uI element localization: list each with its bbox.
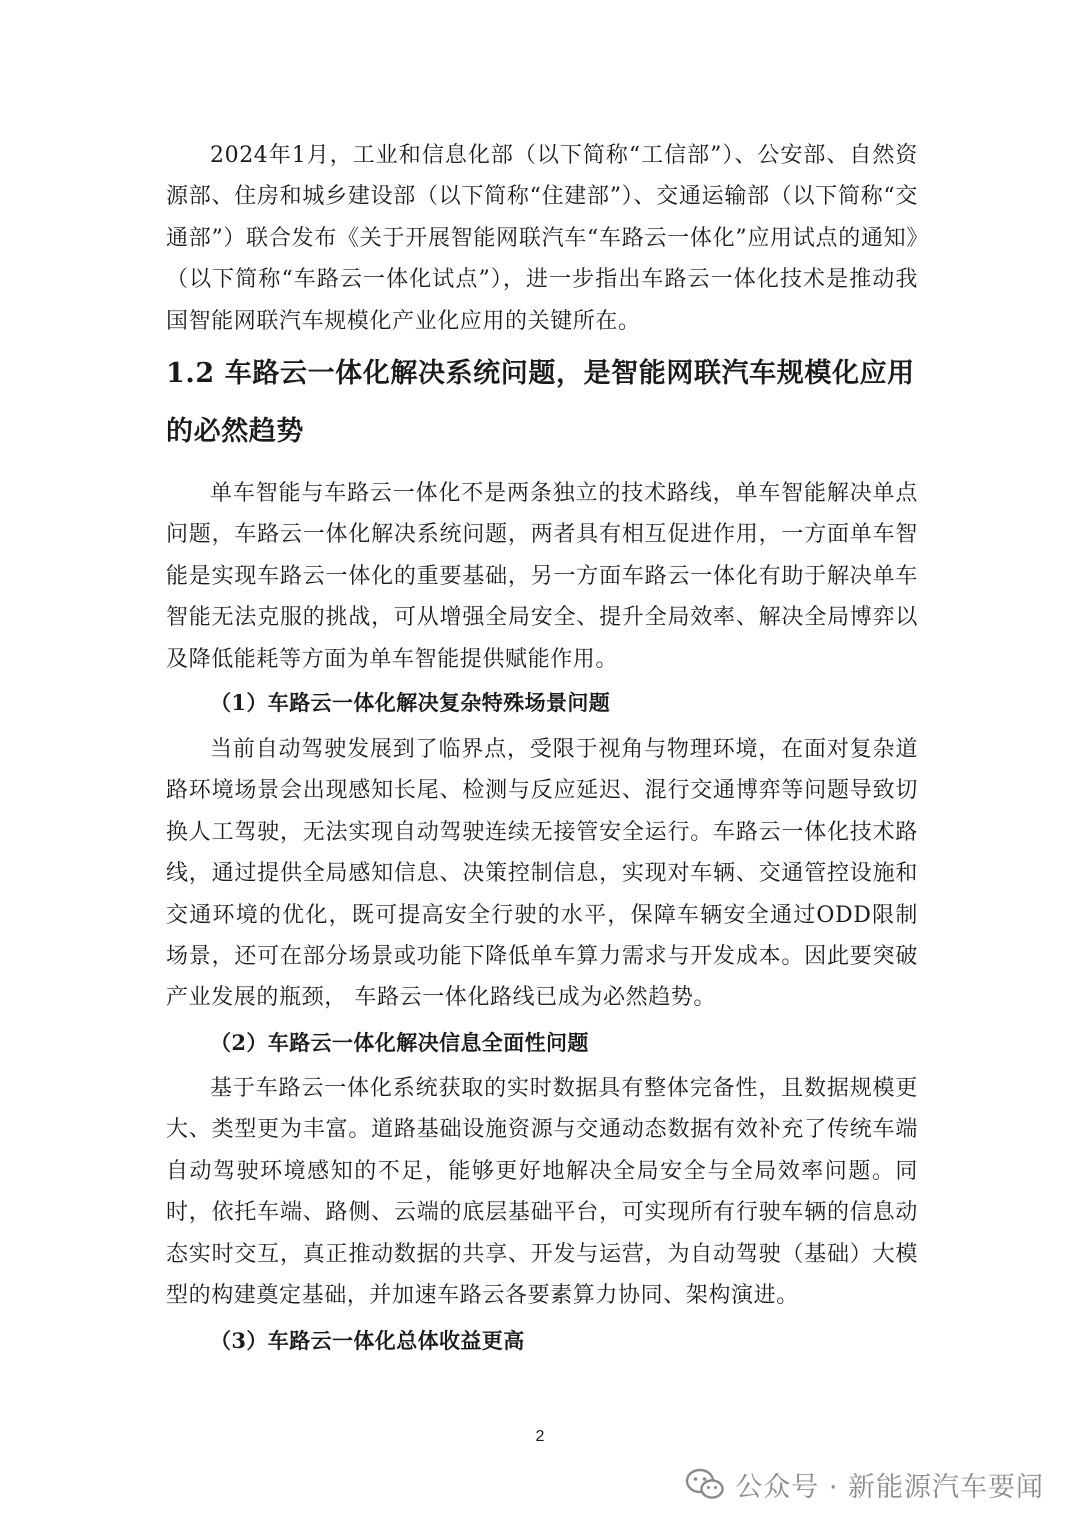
watermark-text: 公众号 · 新能源汽车要闻: [735, 1471, 1044, 1503]
wechat-watermark: [685, 1460, 1044, 1508]
wechat-icon: [685, 1467, 725, 1501]
paragraph-realtime-data: 基于车路云一体化系统获取的实时数据具有整体完备性，且数据规模更大、类型更为丰富。道路基础设施资源与交通动态数据有效补充了传统车端自动驾驶环境感知的不足，能够更好地解决全局安全与全局效率问题。同时，依托车端、路侧、云端的底层基础平台，可实现所有行驶车辆的信息动态实时交互，真正推动数据的共享、开发与运营，为自动驾驶（基础）大模型的构建奠定基础，并加速车路云各要素算力协同、架构演进。: [166, 1076, 918, 1309]
page-number: 2: [535, 1428, 545, 1445]
paragraph-pilot-notice: 2024年1月，工业和信息化部（以下简称“工信部”）、公安部、自然资源部、住房和城乡建设部（以下简称“住建部”）、交通运输部（以下简称“交通部”）联合发布《关于开展智能网联汽车“车路云一体化”应用试点的通知》（以下简称“车路云一体化试点”），进一步指出车路云一体化技术是推动我国智能网联汽车规模化产业化应用的关键所在。: [166, 143, 918, 334]
section-heading-1-2: 1.2 车路云一体化解决系统问题，是智能网联汽车规模化应用的必然趋势: [166, 358, 915, 447]
subheading-complex-scenarios: （1）车路云一体化解决复杂特殊场景问题: [210, 690, 611, 715]
paragraph-single-vehicle-intelligence: 单车智能与车路云一体化不是两条独立的技术路线，单车智能解决单点问题，车路云一体化解决系统问题，两者具有相互促进作用，一方面单车智能是实现车路云一体化的重要基础，另一方面车路云一体化有助于解决单车智能无法克服的挑战，可从增强全局安全、提升全局效率、解决全局博弈以及降低能耗等方面为单车智能提供赋能作用。: [166, 481, 918, 672]
subheading-information-completeness: （2）车路云一体化解决信息全面性问题: [210, 1030, 589, 1055]
subheading-overall-benefits: （3）车路云一体化总体收益更高: [210, 1328, 525, 1353]
paragraph-autonomous-driving-critical-point: 当前自动驾驶发展到了临界点，受限于视角与物理环境，在面对复杂道路环境场景会出现感知长尾、检测与反应延迟、混行交通博弈等问题导致切换人工驾驶，无法实现自动驾驶连续无接管安全运行。车路云一体化技术路线，通过提供全局感知信息、决策控制信息，实现对车辆、交通管控设施和交通环境的优化，既可提高安全行驶的水平，保障车辆安全通过ODD限制场景，还可在部分场景或功能下降低单车算力需求与开发成本。因此要突破产业发展的瓶颈， 车路云一体化路线已成为必然趋势。: [166, 737, 918, 1011]
